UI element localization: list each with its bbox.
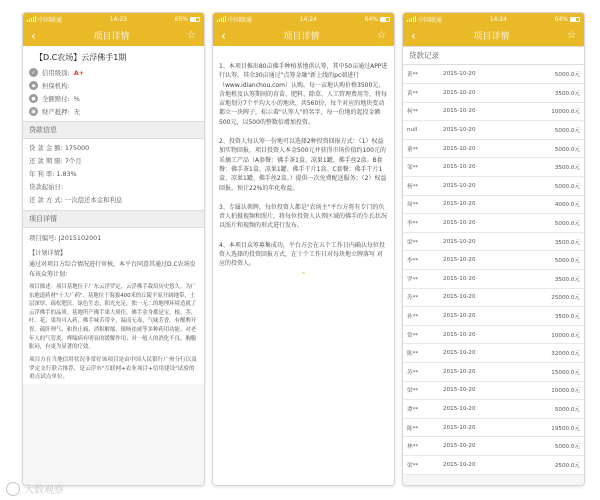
table-row [403, 307, 584, 326]
record-amount: 5000.0元 [515, 437, 584, 456]
favorite-star-icon[interactable]: ☆ [187, 29, 196, 41]
record-name: 苏** [403, 363, 439, 382]
loan-start-date: 贷款起始日: [29, 183, 64, 191]
record-amount: 5000.0元 [515, 251, 584, 270]
watermark-logo [6, 482, 20, 496]
record-name: 梁** [403, 381, 439, 400]
mortgage-icon: ▣ [29, 107, 38, 116]
battery-percent: 64% [554, 15, 568, 23]
record-amount: 10000.0元 [515, 325, 584, 344]
record-date: 2015-10-20 [439, 437, 515, 456]
record-amount: 5000.0元 [515, 139, 584, 158]
record-date: 2015-10-20 [439, 400, 515, 419]
watermark [6, 481, 64, 496]
clock: 14:23 [109, 15, 127, 23]
table-row [403, 65, 584, 84]
table-row [403, 344, 584, 363]
nav-bar [23, 25, 204, 46]
term-paragraph-4: 4、本项目众筹募集成功，平台方会在五个工作日内确认每位投资人选择的投资回报方式，在十个工作日对每块地立牌落写 对应的投资人。 [219, 241, 385, 268]
record-name: 孙** [403, 307, 439, 326]
record-name: 李** [403, 251, 439, 270]
record-name: 罗** [403, 270, 439, 289]
record-name: 苏** [403, 288, 439, 307]
record-name: 董** [403, 139, 439, 158]
record-name: 陈** [403, 344, 439, 363]
record-name: 杨** [403, 177, 439, 196]
carrier: 中国联通 [38, 16, 63, 24]
guarantor-icon: ◆ [29, 81, 38, 90]
table-row [403, 232, 584, 251]
record-amount: 5000.0元 [515, 177, 584, 196]
record-date: 2015-10-20 [439, 102, 515, 121]
record-amount: 19500.0元 [515, 418, 584, 437]
plan-footer: 项目方在当地信用状况非常好该项目是由中国人民银行广州分行以及罗定支行联合推荐，是云浮市"互联网+农业项目+信用建设"试验的重点试点单位。 [29, 356, 197, 381]
clock: 14:24 [299, 15, 317, 23]
record-date: 2015-10-20 [439, 84, 515, 103]
repay-term: 还 款 期 限: 7个月 [29, 157, 82, 165]
credit-rating-row: ✓ 信用级别: A+ [23, 66, 204, 79]
table-row [403, 158, 584, 177]
phone-screen-loan-records [402, 12, 585, 486]
battery-icon [380, 17, 390, 22]
term-paragraph-2: 2、投资人每认筹一份地可以选择2种投资回报方式：（1）权益加实物回报，项目投资人本金500元并获得市场价值约100元的采摘工产品（A套餐：佛手茶1盒、凉果1罐、佛手丝2盒。B套餐：佛手茶1盒、凉果1罐、佛手干片1盒。C套餐：佛手干片1盒、凉果1罐、佛手丝2盒。）提供一次免费配送服务；（2）权益回报。预计22%的年化收益。 [219, 138, 387, 192]
record-amount: 5000.0元 [515, 65, 584, 84]
record-name: 柯** [403, 102, 439, 121]
record-date: 2015-10-20 [439, 288, 515, 307]
record-name: 黄** [403, 65, 439, 84]
record-name: 谭** [403, 400, 439, 419]
guarantor-row: ◆ 担保机构: [23, 79, 204, 92]
loan-info-header: 贷款信息 [23, 121, 204, 139]
record-date: 2015-10-20 [439, 158, 515, 177]
record-date: 2015-10-20 [439, 251, 515, 270]
battery-icon [570, 17, 580, 22]
term-paragraph-1: 1、本项目推出80亩佛手种植基地供认筹，其中50亩通过APP进行认筹，其余30亩通过"点筹金融"新上线的pc端进行（www.idianchou.com）认购。每一亩地认购价格3500元，含地租及认筹期间的育苗、肥料、除草、人工管理费用等，将每亩地划分7个平均大小的地块，共560份，每个对应的地块变动都立一块牌子，标示着"认筹人"的名字，每一份地的起投金额500元，以500的整数倍增加投资。 [219, 63, 388, 126]
table-row [403, 363, 584, 382]
carrier: 中国联通 [418, 16, 443, 24]
plan-description: 项目描述：项目基地位于广东云浮罗定，云浮佛手栽培历史悠久，为广东地道药材"十大广药"。基地位于海拔400米的丘陵平原开阔地带，土层深厚、疏松肥沃，绿色生态，阳光充足，独一无二的地理环境造就了云浮佛手的品质。基地所产佛手果大质佳，佛手金身都是宝，根、茎、叶、花、果均可入药，佛手味苦带辛，温而无毒，气味芳香，有醒脾开胃、疏肝理气、和胃止痛、消积解郁、镇咳祛痰等多种药用功能。对老年人的气管炎、哮喘病有明显的缓解作用；对一般人的消化不良、胸腹胀闷，有更为显著的疗效。 [29, 284, 197, 351]
table-row [403, 251, 584, 270]
status-bar [403, 13, 584, 25]
table-row [403, 84, 584, 103]
table-row [403, 288, 584, 307]
record-name: 黄** [403, 84, 439, 103]
signal-icon [407, 16, 416, 22]
back-icon[interactable]: ‹ [221, 28, 226, 43]
project-title: 【D.C农场】云浮佛手1期 [35, 53, 127, 62]
table-row [403, 139, 584, 158]
table-row [403, 418, 584, 437]
term-paragraph-3: 3、专属认领牌，每位投资人都是"农场主"平台方将有专门的负责人拍摄视频和照片，将每位投资人认领区域的佛手的生长状况以照片和视频的形式进行发布。 [219, 203, 388, 230]
nav-bar [213, 25, 394, 46]
signal-icon [27, 16, 36, 22]
record-name: 梁** [403, 232, 439, 251]
nav-title: 项目详情 [473, 32, 510, 42]
signal-icon [217, 16, 226, 22]
record-amount: 3500.0元 [515, 232, 584, 251]
table-row [403, 381, 584, 400]
record-name: 梁** [403, 455, 439, 474]
phone-screen-project-overview [22, 12, 205, 486]
record-date: 2015-10-20 [439, 177, 515, 196]
table-row [403, 455, 584, 474]
phone-screen-investment-terms [212, 12, 395, 486]
project-number: 项目编号: J2015102001 [29, 234, 102, 242]
plan-detail-title: 【计划详情】 [29, 250, 67, 257]
battery-percent: 65% [174, 15, 188, 23]
record-date: 2015-10-20 [439, 214, 515, 233]
record-name: 陈** [403, 418, 439, 437]
record-date: 2015-10-20 [439, 344, 515, 363]
full-compensation-row: ● 全额赔付: % [23, 92, 204, 105]
nav-bar [403, 25, 584, 46]
record-amount: 4000.0元 [515, 195, 584, 214]
record-name: 邹** [403, 158, 439, 177]
table-row [403, 214, 584, 233]
project-detail-header: 项目详情 [23, 210, 204, 228]
watermark-text: 大数观察 [24, 485, 64, 496]
record-amount: 3500.0元 [515, 307, 584, 326]
status-bar [213, 13, 394, 25]
loan-records-header: 贷款记录 [403, 46, 584, 65]
rating-icon: ✓ [29, 68, 38, 77]
nav-title: 项目详情 [93, 32, 130, 42]
battery-percent: 64% [364, 15, 378, 23]
nav-title: 项目详情 [283, 32, 320, 42]
favorite-star-icon[interactable]: ☆ [377, 29, 386, 41]
property-mortgage-row: ▣ 财产抵押: 无 [23, 105, 204, 121]
record-amount: 3500.0元 [515, 158, 584, 177]
record-date: 2015-10-20 [439, 65, 515, 84]
record-date: 2015-10-20 [439, 363, 515, 382]
table-row [403, 177, 584, 196]
back-icon[interactable]: ‹ [31, 28, 36, 43]
table-row [403, 121, 584, 140]
record-amount: 32000.0元 [515, 344, 584, 363]
table-row [403, 270, 584, 289]
record-name: 林** [403, 437, 439, 456]
loan-amount: 贷 款 金 额: 175000 [29, 144, 90, 152]
record-date: 2015-10-20 [439, 139, 515, 158]
record-amount: 3500.0元 [515, 84, 584, 103]
record-date: 2015-10-20 [439, 232, 515, 251]
loan-records-table [403, 65, 584, 475]
carrier: 中国联通 [228, 16, 253, 24]
record-amount: 2500.0元 [515, 455, 584, 474]
record-date: 2015-10-20 [439, 325, 515, 344]
scroll-up-icon[interactable]: ⌃ [300, 270, 307, 279]
record-amount: 5000.0元 [515, 214, 584, 233]
table-row [403, 325, 584, 344]
record-date: 2015-10-20 [439, 121, 515, 140]
annual-rate: 年 利 率: 1.83% [29, 170, 77, 178]
record-amount: 5000.0元 [515, 400, 584, 419]
compensation-icon: ● [29, 94, 38, 103]
record-date: 2015-10-20 [439, 307, 515, 326]
record-amount: 25000.0元 [515, 288, 584, 307]
record-amount: 3500.0元 [515, 270, 584, 289]
record-amount: 10000.0元 [515, 381, 584, 400]
record-date: 2015-10-20 [439, 270, 515, 289]
record-name: 周** [403, 195, 439, 214]
favorite-star-icon[interactable]: ☆ [567, 29, 576, 41]
table-row [403, 195, 584, 214]
clock: 14:24 [489, 15, 507, 23]
record-name: 李** [403, 214, 439, 233]
battery-icon [190, 17, 200, 22]
plan-intro: 通过对项目方综合情况进行审核，本平台同意其通过D.C农场发布该众筹计划： [29, 261, 196, 278]
record-amount: 10000.0元 [515, 102, 584, 121]
table-row [403, 437, 584, 456]
record-date: 2015-10-20 [439, 455, 515, 474]
record-date: 2015-10-20 [439, 418, 515, 437]
record-date: 2015-10-20 [439, 195, 515, 214]
record-amount: 5000.0元 [515, 121, 584, 140]
record-date: 2015-10-20 [439, 381, 515, 400]
back-icon[interactable]: ‹ [411, 28, 416, 43]
status-bar [23, 13, 204, 25]
record-name: 常** [403, 325, 439, 344]
record-amount: 15000.0元 [515, 363, 584, 382]
credit-rating-value: A+ [73, 68, 85, 77]
repay-method: 还 款 方 式: 一次偿还本金和利息 [29, 196, 123, 204]
table-row [403, 102, 584, 121]
table-row [403, 400, 584, 419]
record-name: null [403, 121, 439, 140]
